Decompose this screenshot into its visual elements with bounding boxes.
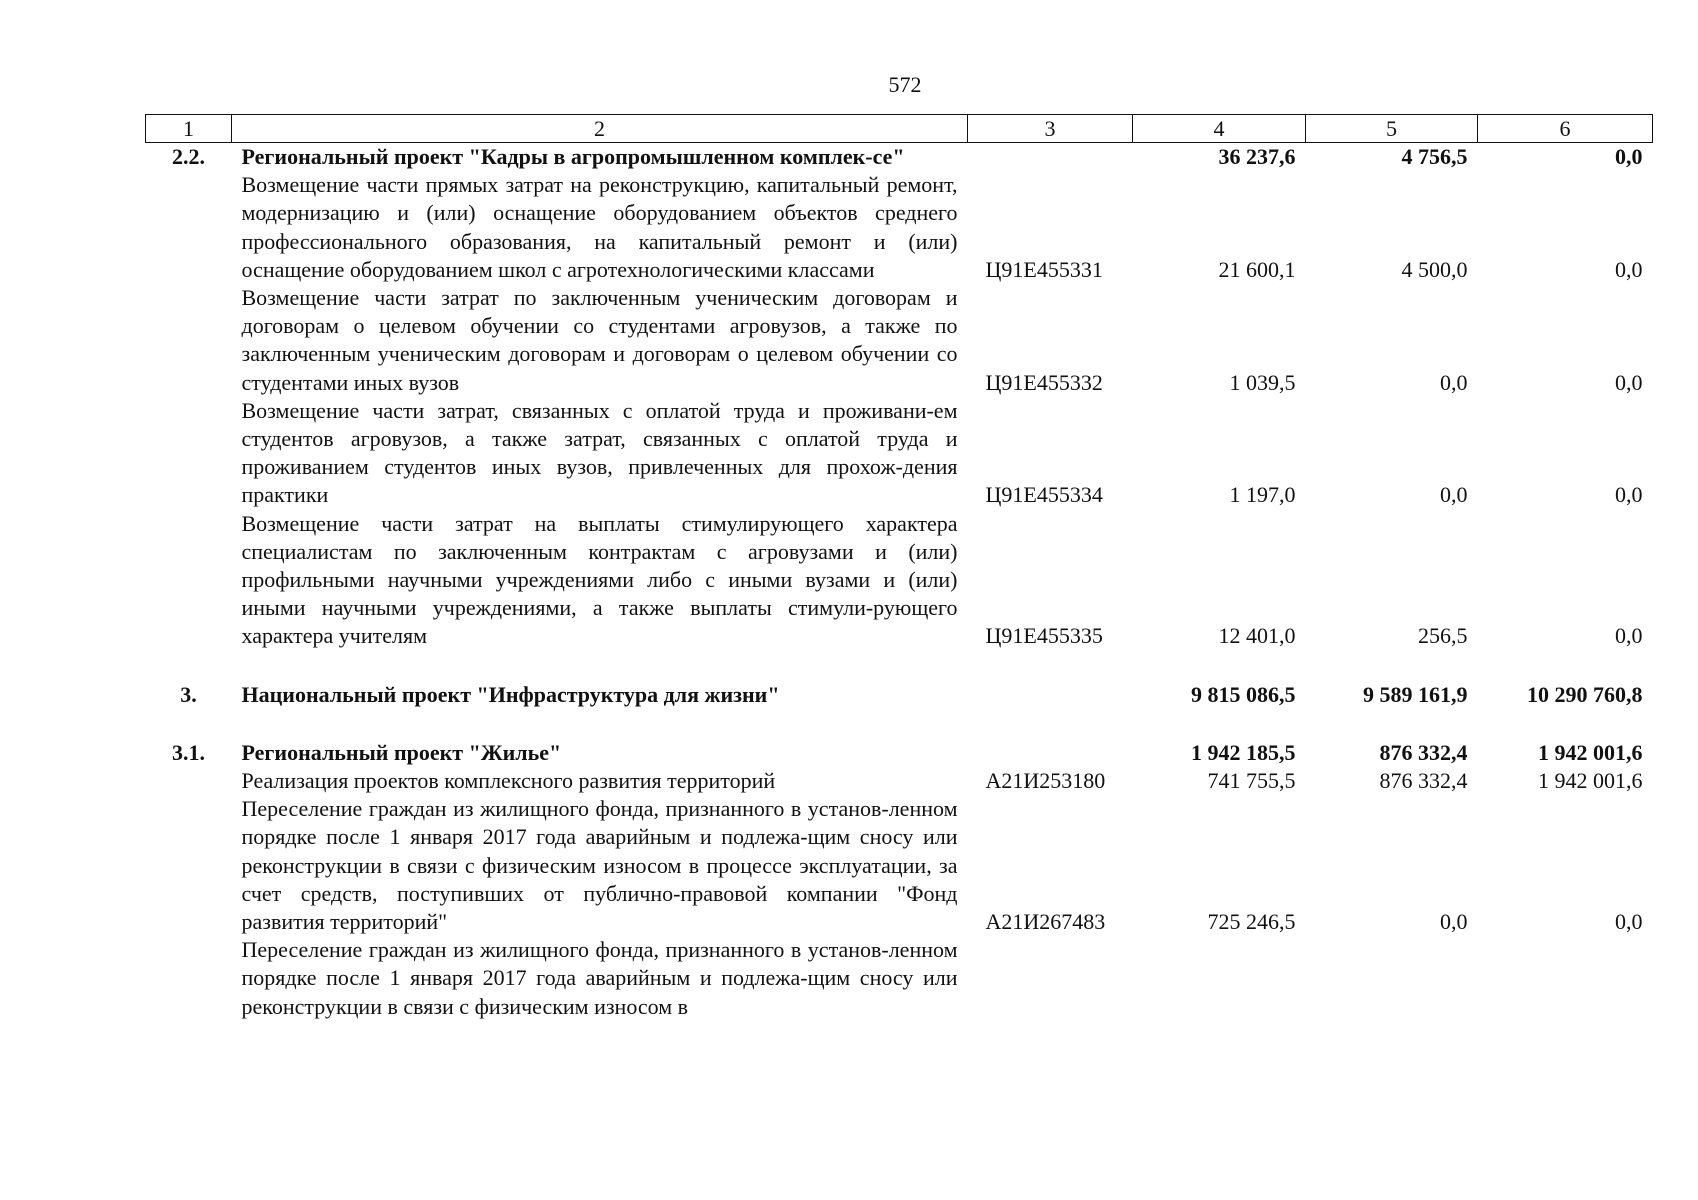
row-code: Ц91Е455334 <box>985 482 1103 508</box>
row-value-col5: 4 500,0 <box>1401 256 1468 282</box>
row-name: Региональный проект "Жилье" <box>241 739 562 765</box>
table-row <box>146 936 1653 1021</box>
row-code: А21И267483 <box>985 909 1106 935</box>
table-row-regional-project-header <box>146 739 1653 767</box>
row-value-col4: 1 197,0 <box>1229 482 1296 508</box>
spacer-row <box>146 709 1653 739</box>
column-header-6: 6 <box>1478 115 1653 143</box>
row-value-col6: 0,0 <box>1615 256 1643 282</box>
row-number <box>146 936 232 1021</box>
row-value-col5: 0,0 <box>1440 909 1468 935</box>
row-value-col5: 9 589 161,9 <box>1363 681 1468 707</box>
column-header-4: 4 <box>1133 115 1306 143</box>
row-name: Реализация проектов комплексного развития территорий <box>241 768 776 794</box>
row-code: А21И253180 <box>985 768 1106 794</box>
row-value-col5: 256,5 <box>1418 623 1468 649</box>
row-code <box>968 681 1133 709</box>
row-value-col6: 0,0 <box>1615 909 1643 935</box>
column-header-1: 1 <box>146 115 232 143</box>
row-value-col6: 1 942 001,6 <box>1538 768 1643 794</box>
row-code: Ц91Е455331 <box>985 256 1103 282</box>
row-code <box>968 143 1133 172</box>
budget-table <box>145 114 1653 1021</box>
table-row <box>146 510 1653 651</box>
row-value-col6: 0,0 <box>1615 623 1643 649</box>
row-value-col4: 1 039,5 <box>1229 369 1296 395</box>
column-header-3: 3 <box>968 115 1133 143</box>
row-number <box>146 767 232 795</box>
row-number: 2.2. <box>172 144 205 169</box>
row-value-col6: 10 290 760,8 <box>1527 681 1643 707</box>
table-row <box>146 284 1653 397</box>
row-value-col4: 1 942 185,5 <box>1191 739 1296 765</box>
row-number <box>146 397 232 510</box>
page-number: 572 <box>888 72 922 97</box>
row-value-col4: 21 600,1 <box>1218 256 1296 282</box>
row-name: Возмещение части затрат на выплаты стимулирующего характера специалистам по заключенным контрактам с агровузами и (или) профильными научными учреждениями либо с иными вузами и (или) иными научными учреждениями, а также выплаты стимули-рующего характера учителям <box>241 510 958 649</box>
row-value-col5: 0,0 <box>1440 369 1468 395</box>
row-number: 3.1. <box>172 739 205 765</box>
row-number <box>146 510 232 651</box>
row-value-col6: 0,0 <box>1615 144 1643 169</box>
row-value-col4: 36 237,6 <box>1218 144 1296 169</box>
table-row <box>146 171 1653 284</box>
row-number <box>146 284 232 397</box>
row-value-col6: 0,0 <box>1615 482 1643 508</box>
row-name: Возмещение части затрат по заключенным ученическим договорам и договорам о целевом обучении со студентами агровузов, а также по заключенным ученическим договорам и договорам о целевом обучении со студентами иных вузов <box>241 285 958 395</box>
row-value-col4: 12 401,0 <box>1218 623 1296 649</box>
row-number <box>146 171 232 284</box>
table-row <box>146 767 1653 795</box>
row-value-col6 <box>1478 936 1653 1021</box>
row-value-col6: 1 942 001,6 <box>1538 739 1643 765</box>
row-value-col4: 741 755,5 <box>1207 768 1296 794</box>
row-value-col5 <box>1306 936 1478 1021</box>
row-name: Национальный проект "Инфраструктура для жизни" <box>241 681 780 707</box>
row-number: 3. <box>180 681 197 707</box>
column-number-header-row <box>146 115 1653 143</box>
row-value-col5: 876 332,4 <box>1379 768 1468 794</box>
row-value-col4: 725 246,5 <box>1207 909 1296 935</box>
table-row-national-project <box>146 681 1653 709</box>
row-name: Возмещение части затрат, связанных с оплатой труда и проживани-ем студентов агровузов, а также затрат, связанных с оплатой труда и проживанием студентов иных вузов, привлеченных для прохож-дения практики <box>241 397 958 508</box>
table-row-regional-project-header <box>146 143 1653 172</box>
row-number <box>146 795 232 936</box>
row-code: Ц91Е455335 <box>985 623 1103 649</box>
row-value-col4: 9 815 086,5 <box>1191 681 1296 707</box>
table-row <box>146 795 1653 936</box>
row-name: Переселение граждан из жилищного фонда, признанного в установ-ленном порядке после 1 января 2017 года аварийным и подлежа-щим сносу или реконструкции в связи с физическим износом в процессе эксплуатации, за счет средств, поступивших от публично-правовой компании "Фонд развития территорий" <box>241 796 958 935</box>
column-header-2: 2 <box>232 115 968 143</box>
row-name: Переселение граждан из жилищного фонда, признанного в установ-ленном порядке после 1 января 2017 года аварийным и подлежа-щим сносу или реконструкции в связи с физическим износом в <box>241 937 958 1019</box>
row-value-col4 <box>1133 936 1306 1021</box>
row-code <box>968 936 1133 1021</box>
column-header-5: 5 <box>1306 115 1478 143</box>
row-name: Региональный проект "Кадры в агропромышленном комплек-се" <box>241 144 905 169</box>
row-code: Ц91Е455332 <box>985 369 1103 395</box>
table-row <box>146 397 1653 510</box>
row-value-col6: 0,0 <box>1615 369 1643 395</box>
row-value-col5: 4 756,5 <box>1401 144 1468 169</box>
row-name: Возмещение части прямых затрат на реконструкцию, капитальный ремонт, модернизацию и (или) оснащение оборудованием объектов среднего профессионального образования, на капитальный ремонт и (или) оснащение оборудованием школ с агротехнологическими классами <box>241 172 958 282</box>
row-value-col5: 0,0 <box>1440 482 1468 508</box>
row-value-col5: 876 332,4 <box>1379 739 1468 765</box>
spacer-row <box>146 651 1653 681</box>
row-code <box>968 739 1133 767</box>
